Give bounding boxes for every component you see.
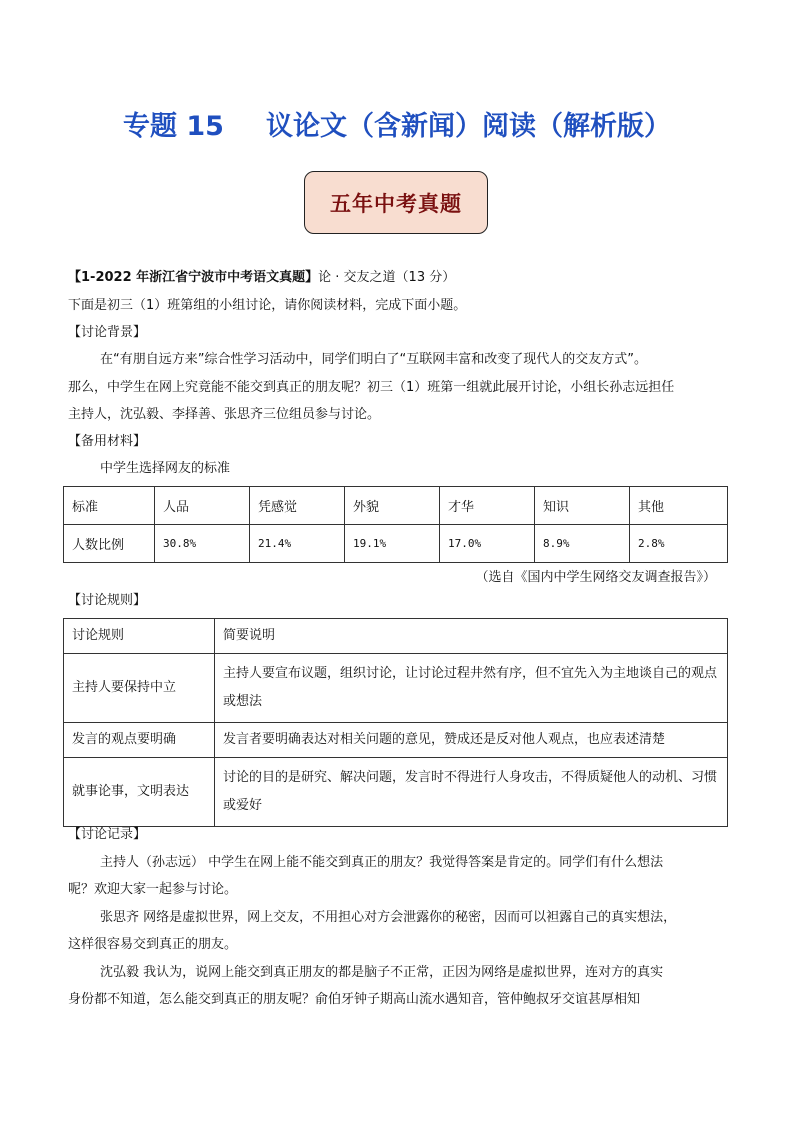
table-row bbox=[64, 723, 728, 758]
table-cell: 19.1% bbox=[345, 525, 440, 563]
title-number: 专题 15 bbox=[123, 111, 224, 142]
title-text: 议论文（含新闻）阅读（解析版） bbox=[265, 111, 671, 142]
table-row bbox=[64, 487, 728, 525]
table-row bbox=[64, 758, 728, 827]
table-header-cell: 凭感觉 bbox=[250, 487, 345, 525]
table-cell: 8.9% bbox=[535, 525, 630, 563]
table-cell: 17.0% bbox=[440, 525, 535, 563]
material-caption: 中学生选择网友的标准 bbox=[100, 461, 231, 476]
table-header-cell: 外貌 bbox=[345, 487, 440, 525]
background-heading: 【讨论背景】 bbox=[68, 325, 147, 340]
table-header-cell: 简要说明 bbox=[215, 619, 728, 654]
question-header bbox=[68, 269, 455, 287]
survey-table bbox=[63, 486, 728, 563]
table-row bbox=[64, 525, 728, 563]
rule-name: 发言的观点要明确 bbox=[64, 723, 215, 758]
table-row bbox=[64, 654, 728, 723]
question-intro: 下面是初三（1）班第组的小组讨论，请你阅读材料，完成下面小题。 bbox=[68, 298, 467, 313]
section-badge: 五年中考真题 bbox=[304, 171, 488, 234]
table-cell: 21.4% bbox=[250, 525, 345, 563]
material-heading: 【备用材料】 bbox=[68, 434, 147, 449]
rule-name: 就事论事，文明表达 bbox=[64, 758, 215, 827]
record-line: 主持人（孙志远） 中学生在网上能不能交到真正的朋友？我觉得答案是肯定的。同学们有什么想法 bbox=[100, 855, 664, 870]
table-row bbox=[64, 619, 728, 654]
record-heading: 【讨论记录】 bbox=[68, 827, 147, 842]
table-cell: 2.8% bbox=[630, 525, 728, 563]
table-header-cell: 其他 bbox=[630, 487, 728, 525]
table-header-cell: 才华 bbox=[440, 487, 535, 525]
table-header-cell: 人品 bbox=[155, 487, 250, 525]
table-cell: 30.8% bbox=[155, 525, 250, 563]
background-line: 在“有朋自远方来”综合性学习活动中，同学们明白了“互联网丰富和改变了现代人的交友方式”。 bbox=[100, 352, 647, 367]
rule-description: 主持人要宣布议题，组织讨论，让讨论过程井然有序，但不宜先入为主地谈自己的观点或想法 bbox=[215, 654, 728, 723]
rules-table bbox=[63, 618, 728, 827]
page-title bbox=[0, 104, 794, 143]
record-line: 身份都不知道，怎么能交到真正的朋友呢？俞伯牙钟子期高山流水遇知音，管仲鲍叔牙交谊甚厚相知 bbox=[68, 992, 641, 1007]
rule-description: 讨论的目的是研究、解决问题，发言时不得进行人身攻击，不得质疑他人的动机、习惯或爱好 bbox=[215, 758, 728, 827]
question-topic: 论 · 交友之道（13 分） bbox=[318, 270, 456, 285]
record-line: 呢？欢迎大家一起参与讨论。 bbox=[68, 882, 238, 897]
rules-heading: 【讨论规则】 bbox=[68, 593, 147, 608]
table-header-cell: 标准 bbox=[64, 487, 155, 525]
table-header-cell: 讨论规则 bbox=[64, 619, 215, 654]
record-line: 这样很容易交到真正的朋友。 bbox=[68, 937, 238, 952]
record-line: 张思齐 网络是虚拟世界，网上交友，不用担心对方会泄露你的秘密，因而可以袒露自己的真实想法， bbox=[100, 910, 677, 925]
background-line: 那么，中学生在网上究竟能不能交到真正的朋友呢？初三（1）班第一组就此展开讨论，小组长孙志远担任 bbox=[68, 380, 675, 395]
table-header-cell: 知识 bbox=[535, 487, 630, 525]
record-line: 沈弘毅 我认为，说网上能交到真正朋友的都是脑子不正常，正因为网络是虚拟世界，连对方的真实 bbox=[100, 965, 664, 980]
table-row-label: 人数比例 bbox=[64, 525, 155, 563]
background-line: 主持人，沈弘毅、李择善、张思齐三位组员参与讨论。 bbox=[68, 407, 381, 422]
question-source: 【1-2022 年浙江省宁波市中考语文真题】 bbox=[68, 270, 319, 285]
rule-description: 发言者要明确表达对相关问题的意见，赞成还是反对他人观点，也应表述清楚 bbox=[215, 723, 728, 758]
table-source: （选自《国内中学生网络交友调查报告》） bbox=[475, 570, 716, 585]
rule-name: 主持人要保持中立 bbox=[64, 654, 215, 723]
